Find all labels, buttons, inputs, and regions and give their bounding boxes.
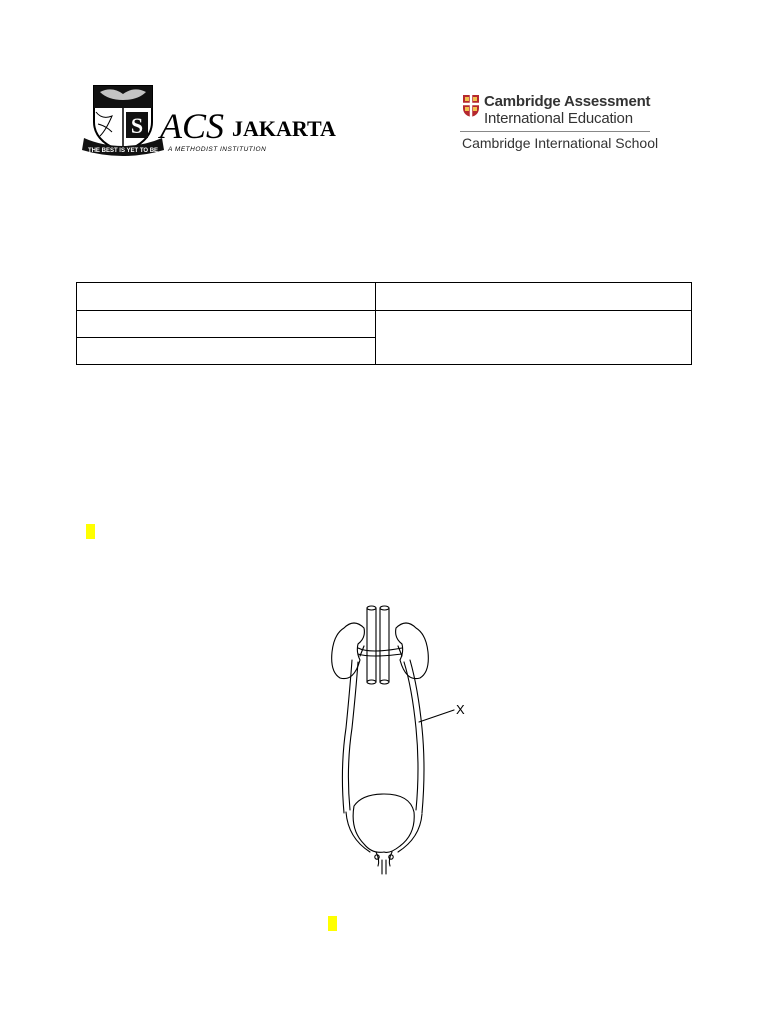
cambridge-line1: Cambridge Assessment: [484, 93, 651, 110]
logo-tagline-text: A METHODIST INSTITUTION: [168, 146, 267, 153]
highlight-mark: [328, 916, 337, 931]
cambridge-logo: [460, 90, 660, 154]
cambridge-line3: Cambridge International School: [462, 135, 659, 151]
motto-text: THE BEST IS YET TO BE: [87, 148, 159, 154]
table-cell: [77, 338, 376, 365]
logo-jakarta-text: JAKARTA: [232, 116, 336, 141]
urinary-system-diagram: [320, 598, 490, 878]
label-x: X: [456, 702, 465, 717]
school-crest-icon: [82, 82, 342, 158]
kidney-bladder-illustration: [320, 598, 490, 878]
student-info-table: [76, 282, 692, 365]
highlight-mark: [86, 524, 95, 539]
cambridge-line2: International Education: [484, 110, 633, 127]
cambridge-shield-icon: [462, 94, 480, 118]
shield-letter: S: [130, 113, 144, 138]
acs-jakarta-logo: [82, 82, 342, 158]
logo-acs-text: ACS: [160, 106, 225, 146]
table-row: [77, 283, 692, 311]
table-cell: [77, 283, 376, 311]
table-row: [77, 311, 692, 338]
table-cell: [77, 311, 376, 338]
table-cell: [376, 283, 692, 311]
table-cell-merged: [376, 311, 692, 365]
cambridge-divider: [460, 131, 650, 132]
